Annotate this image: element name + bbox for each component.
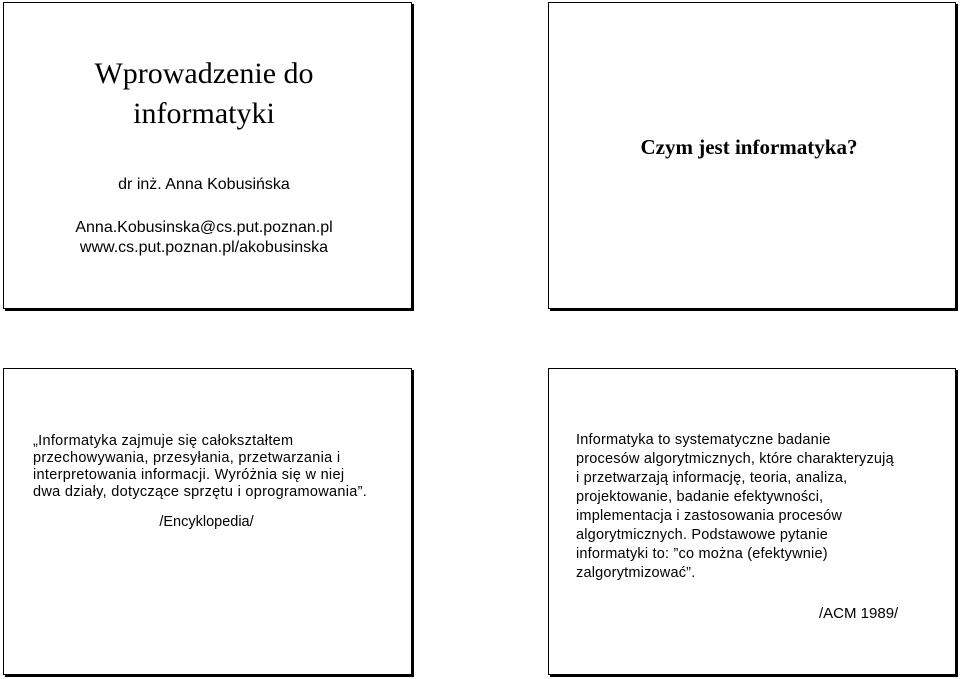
slide-acm-definition (548, 368, 956, 675)
definition-line: dwa działy, dotyczące sprzętu i oprogramowania”. (33, 484, 368, 500)
definition-line: procesów algorytmicznych, które charakteryzują (576, 451, 894, 467)
definition-source: /ACM 1989/ (819, 605, 899, 622)
definition-line: projektowanie, badanie efektywności, (576, 489, 824, 505)
definition-line: przechowywania, przesyłania, przetwarzania i (33, 450, 341, 466)
definition-source: /Encyklopedia/ (159, 514, 254, 530)
definition-line: Informatyka to systematyczne badanie (576, 432, 831, 448)
definition-line: implementacja i zastosowania procesów (576, 508, 843, 524)
slide-title-heading (4, 54, 404, 134)
definition-line: algorytmicznych. Podstawowe pytanie (576, 527, 829, 543)
contact-info (4, 218, 404, 258)
slide-question-heading: Czym jest informatyka? (640, 135, 858, 159)
definition-text (33, 433, 408, 501)
title-line-1: Wprowadzenie do (94, 57, 314, 90)
slide-encyclopedia-definition (3, 368, 412, 675)
definition-line: „Informatyka zajmuje się całokształtem (33, 433, 294, 449)
slide-title (3, 2, 412, 309)
slide-question (548, 2, 956, 309)
definition-text (576, 431, 951, 583)
definition-line: interpretowania informacji. Wyróżnia się w niej (33, 467, 345, 483)
title-line-2: informatyki (133, 97, 275, 130)
author-name: dr inż. Anna Kobusińska (118, 176, 290, 193)
author-email: Anna.Kobusinska@cs.put.poznan.pl (75, 219, 333, 236)
definition-line: i przetwarzają informację, teoria, analiza, (576, 470, 848, 486)
definition-line: zalgorytmizować”. (576, 565, 696, 581)
definition-line: informatyki to: ”co można (efektywnie) (576, 546, 828, 562)
author-website: www.cs.put.poznan.pl/akobusinska (79, 239, 329, 256)
